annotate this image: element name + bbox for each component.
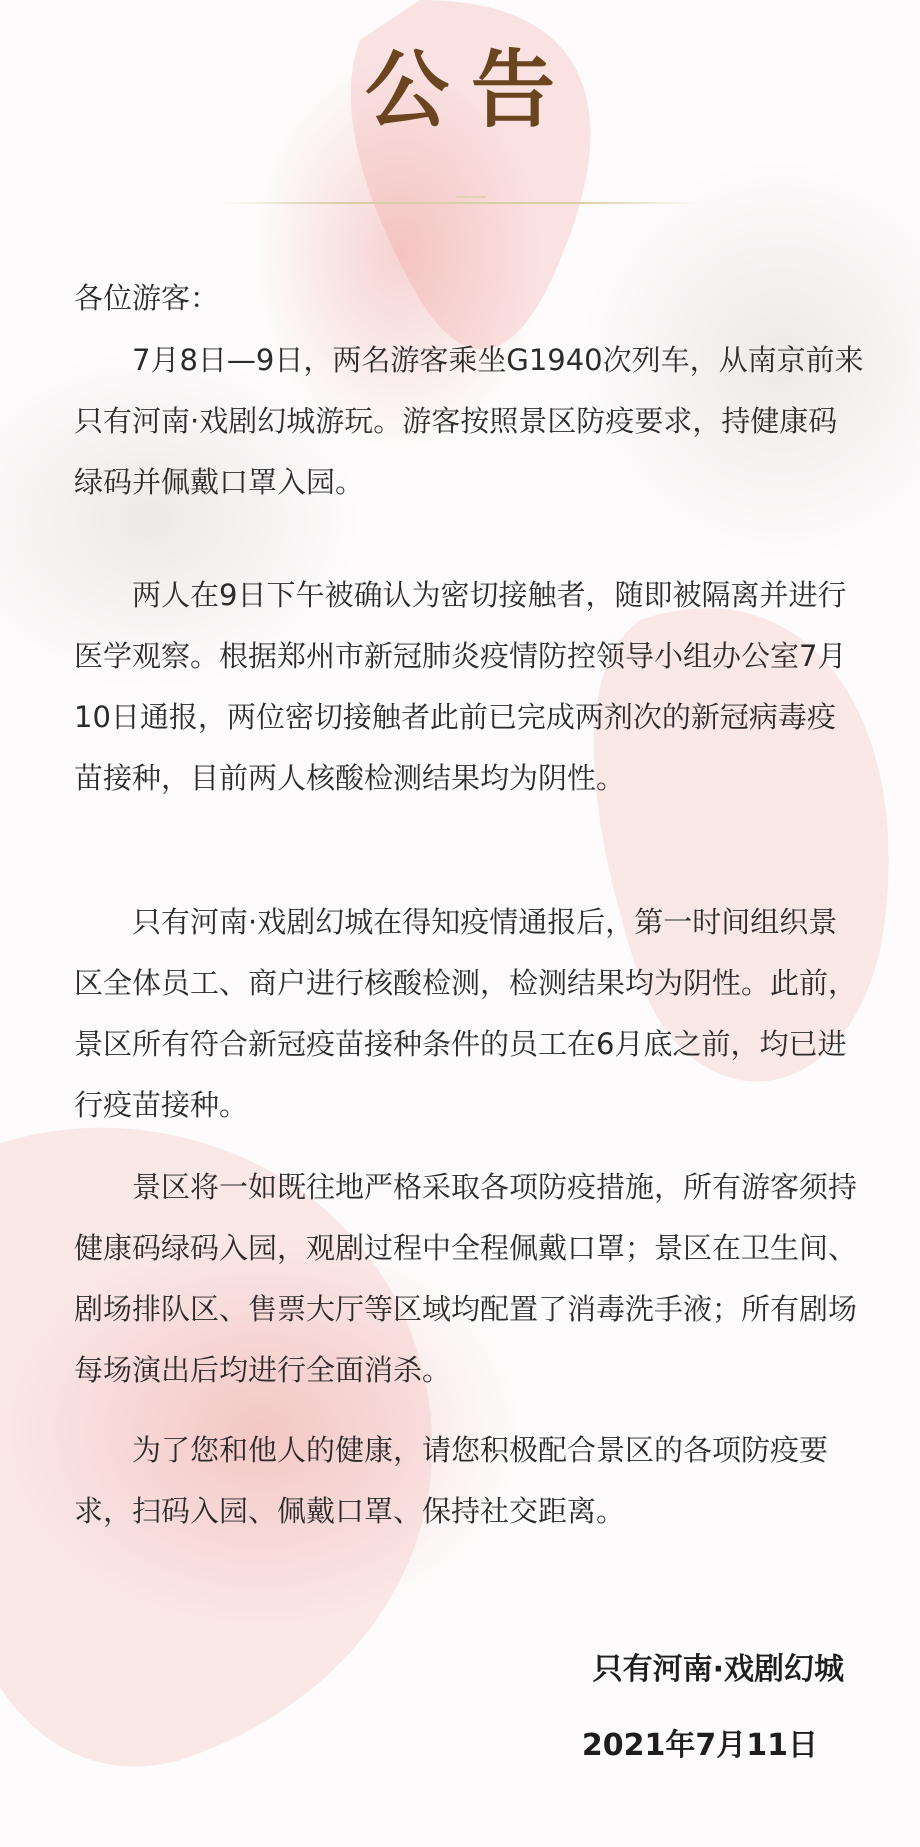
paragraph-3: 只有河南·戏剧幻城在得知疫情通报后，第一时间组织景区全体员工、商户进行核酸检测，检测结果均为阴性。此前，景区所有符合新冠疫苗接种条件的员工在6月底之前，均已进行疫苗接种。 xyxy=(74,905,858,1122)
paragraph-1: 7月8日—9日，两名游客乘坐G1940次列车，从南京前来只有河南·戏剧幻城游玩。游客按照景区防疫要求，持健康码绿码并佩戴口罩入园。 xyxy=(74,343,864,499)
paragraph-5: 为了您和他人的健康，请您积极配合景区的各项防疫要求，扫码入园、佩戴口罩、保持社交距离。 xyxy=(74,1433,829,1528)
signature: 只有河南·戏剧幻城 xyxy=(592,1652,844,1687)
notice-title: 公告 xyxy=(364,41,577,139)
title-divider-ornament xyxy=(456,196,486,210)
notice-date: 2021年7月11日 xyxy=(581,1728,818,1763)
paragraph-2: 两人在9日下午被确认为密切接触者，随即被隔离并进行医学观察。根据郑州市新冠肺炎疫情防控领导小组办公室7月10日通报，两位密切接触者此前已完成两剂次的新冠病毒疫苗接种，目前两人核酸检测结果均为阴性。 xyxy=(74,578,847,795)
greeting: 各位游客： xyxy=(74,281,220,315)
paragraph-4: 景区将一如既往地严格采取各项防疫措施，所有游客须持健康码绿码入园，观剧过程中全程佩戴口罩；景区在卫生间、剧场排队区、售票大厅等区域均配置了消毒洗手液；所有剧场每场演出后均进行全面消杀。 xyxy=(74,1170,858,1387)
